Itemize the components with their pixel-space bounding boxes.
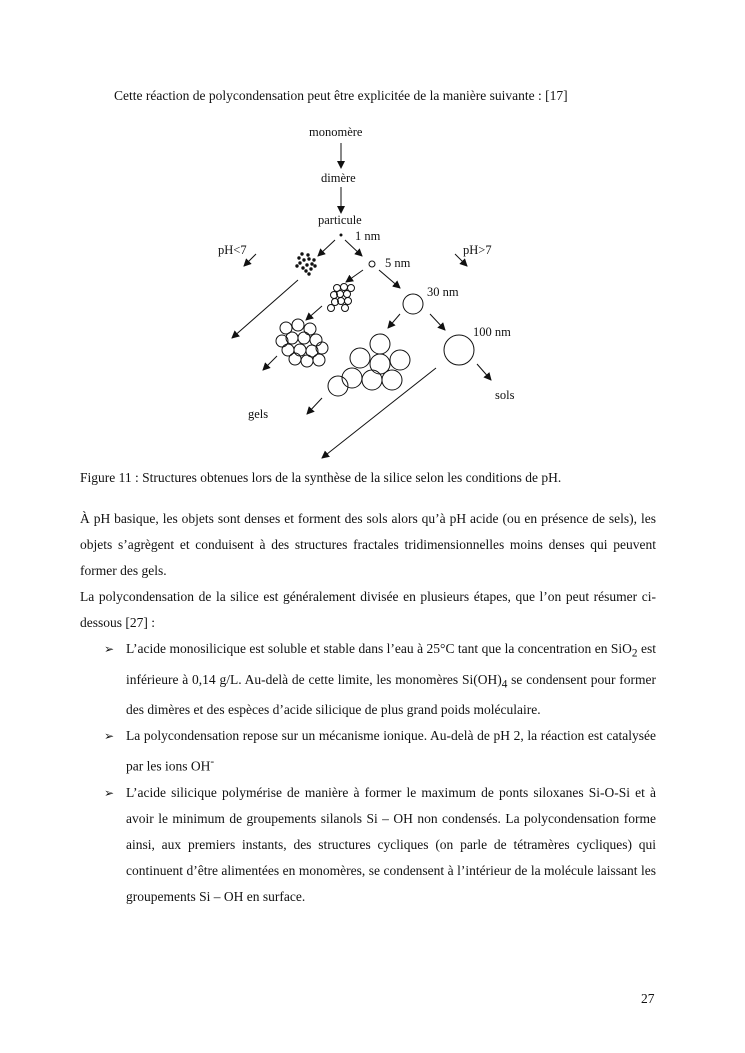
arrow-aggregate-gels (307, 398, 322, 414)
label-30nm: 30 nm (427, 285, 459, 299)
arrow-gel-down (263, 356, 277, 370)
particle-1nm (340, 234, 342, 236)
label-ph-acid: pH<7 (218, 243, 247, 257)
particle-100nm (444, 335, 474, 365)
arrow-30nm-100nm (430, 314, 445, 330)
label-dimer: dimère (321, 171, 356, 185)
arrow-particle-acid (318, 240, 335, 256)
arrow-30nm-aggregate (388, 314, 400, 328)
arrow-bullet-icon: ➢ (104, 642, 115, 656)
label-particle: particule (318, 213, 362, 227)
intro-sentence: Cette réaction de polycondensation peut être explicitée de la manière suivante : [17] (114, 88, 568, 103)
arrow-bullet-icon: ➢ (104, 785, 115, 800)
polycondensation-diagram (0, 118, 745, 468)
arrow-5nm-30nm (379, 270, 400, 288)
label-monomer: monomère (309, 125, 363, 139)
list-item: ➢ L’acide monosilicique est soluble et stable dans l’eau à 25°C tant que la concentration en SiO$_2$ est inférieure à 0,14 g/L. Au-delà de cette limite, les monomères $Si(OH)_4$ se condensent pour former des dimères et des espèces d’acide silicique de plus grand poids moléculaire. (80, 636, 656, 723)
particle-5nm (369, 261, 375, 267)
paragraph-ph-structures: À pH basique, les objets sont denses et forment des sols alors qu’à pH acide (ou en présence de sels), les objets s’agrègent et conduisent à des structures fractales tridimensionnelles moins denses qui peuvent former des gels. (80, 511, 656, 578)
label-gels: gels (248, 407, 269, 421)
label-ph-basic: pH>7 (463, 243, 492, 257)
arrow-5nm-cluster (346, 270, 363, 282)
label-5nm: 5 nm (385, 256, 411, 270)
paragraph-polycondensation-steps: La polycondensation de la silice est généralement divisée en plusieurs étapes, que l’on peut résumer ci-dessous [27] : (80, 589, 656, 630)
label-1nm: 1 nm (355, 229, 381, 243)
arrow-bullet-icon: ➢ (104, 729, 115, 744)
page-number: 27 (641, 991, 655, 1006)
particle-cluster-gel (276, 319, 328, 367)
list-item: ➢ La polycondensation repose sur un mécanisme ionique. Au-delà de pH 2, la réaction est catalysée par les ions OH- (80, 723, 656, 780)
particle-30nm (403, 294, 423, 314)
arrow-100nm-sols (477, 364, 491, 380)
long-arrow-acid (232, 280, 298, 338)
fractal-aggregate-small (295, 252, 316, 275)
step-list (80, 636, 656, 910)
particle-cluster-small (328, 284, 355, 312)
list-item: ➢ L’acide silicique polymérise de manière à former le maximum de ponts siloxanes Si-O-Si et à avoir le minimum de groupements silanols Si – OH non condensés. La polycondensation forme ainsi, aux premiers instants, des structures cycliques (on parle de tétramères cycliques) qui continuent d’être alimentées en monomères, se condensent à l’intérieur de la molécule laissant les groupements Si – OH en surface. (80, 780, 656, 910)
figure-caption: Figure 11 : Structures obtenues lors de la synthèse de la silice selon les conditions de pH. (80, 470, 562, 485)
arrow-cluster-gel (306, 306, 322, 320)
label-sols: sols (495, 388, 515, 402)
particle-aggregate-30nm (328, 334, 410, 396)
label-100nm: 100 nm (473, 325, 511, 339)
long-arrow-basic (322, 368, 436, 458)
